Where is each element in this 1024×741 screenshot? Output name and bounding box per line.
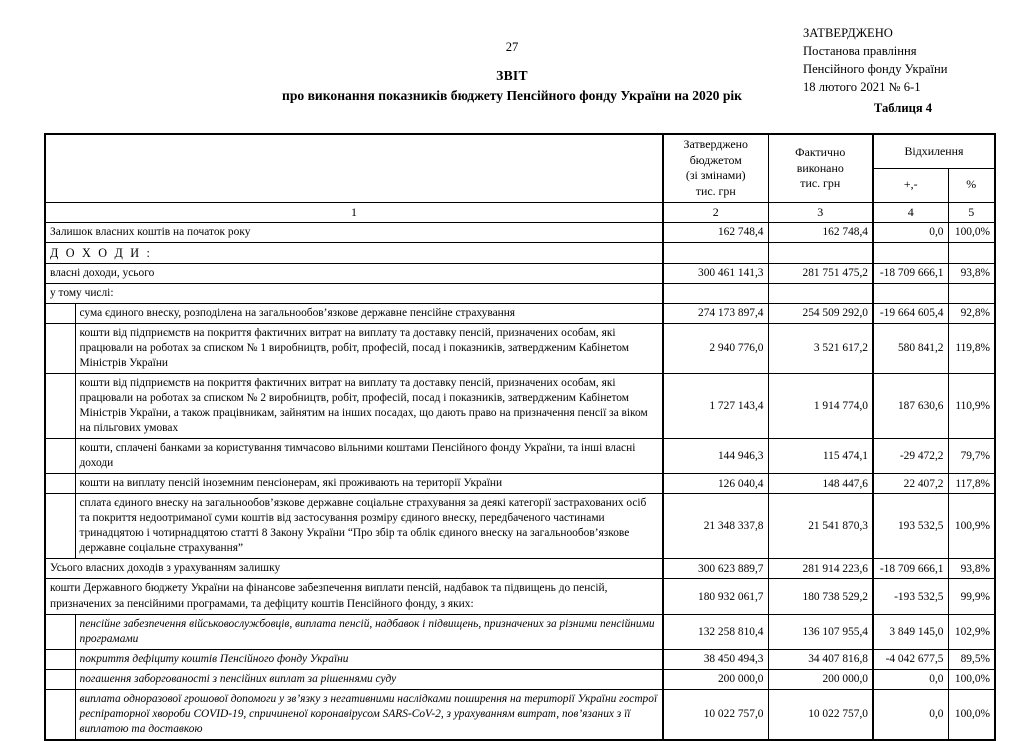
cell-deviation-abs: 22 407,2 bbox=[873, 474, 948, 494]
table-row bbox=[45, 303, 995, 323]
table-row bbox=[45, 649, 995, 669]
table-row bbox=[45, 283, 995, 303]
cell-approved-budget: 200 000,0 bbox=[663, 669, 768, 689]
row-indent-cell bbox=[45, 439, 75, 474]
table-row bbox=[45, 579, 995, 614]
header-actual-line2: виконано bbox=[796, 160, 844, 175]
cell-deviation-pct: 100,0% bbox=[948, 669, 995, 689]
cell-approved-budget: 2 940 776,0 bbox=[663, 323, 768, 373]
header-approved-budget bbox=[663, 134, 768, 202]
row-indent-cell bbox=[45, 303, 75, 323]
cell-approved-budget: 126 040,4 bbox=[663, 474, 768, 494]
cell-approved-budget: 300 461 141,3 bbox=[663, 263, 768, 283]
row-indent-cell bbox=[45, 614, 75, 649]
cell-approved-budget: 38 450 494,3 bbox=[663, 649, 768, 669]
table-header-row bbox=[45, 134, 995, 168]
approval-line-1: ЗАТВЕРДЖЕНО bbox=[803, 26, 893, 40]
table-row bbox=[45, 439, 995, 474]
table-column-number-row bbox=[45, 202, 995, 222]
row-indent-cell bbox=[45, 494, 75, 559]
row-label: Усього власних доходів з урахуванням залишку bbox=[45, 559, 663, 579]
cell-deviation-abs bbox=[873, 242, 948, 263]
cell-actual-executed: 115 474,1 bbox=[768, 439, 873, 474]
colnum-2: 2 bbox=[663, 202, 768, 222]
cell-actual-executed: 200 000,0 bbox=[768, 669, 873, 689]
header-approved-line3: (зі змінами) bbox=[685, 168, 746, 183]
cell-deviation-abs: 0,0 bbox=[873, 689, 948, 740]
cell-deviation-abs: 187 630,6 bbox=[873, 373, 948, 438]
header-approved-line2: бюджетом bbox=[689, 152, 742, 167]
row-indent-cell bbox=[45, 474, 75, 494]
cell-deviation-abs: 0,0 bbox=[873, 222, 948, 242]
row-label: сума єдиного внеску, розподілена на загальнообов’язкове державне пенсійне страхування bbox=[75, 303, 663, 323]
cell-approved-budget: 180 932 061,7 bbox=[663, 579, 768, 614]
cell-deviation-pct: 102,9% bbox=[948, 614, 995, 649]
header-deviation-abs: +,- bbox=[873, 168, 948, 202]
cell-approved-budget bbox=[663, 242, 768, 263]
header-deviation: Відхилення bbox=[873, 134, 995, 168]
colnum-4: 4 bbox=[873, 202, 948, 222]
row-label: у тому числі: bbox=[45, 283, 663, 303]
table-number-label: Таблиця 4 bbox=[873, 101, 933, 115]
cell-deviation-pct: 100,0% bbox=[948, 689, 995, 740]
header-approved-line4: тис. грн bbox=[695, 183, 736, 198]
table-head bbox=[45, 134, 995, 222]
cell-actual-executed: 180 738 529,2 bbox=[768, 579, 873, 614]
cell-actual-executed: 136 107 955,4 bbox=[768, 614, 873, 649]
table-row bbox=[45, 614, 995, 649]
cell-deviation-pct bbox=[948, 283, 995, 303]
cell-deviation-abs: -19 664 605,4 bbox=[873, 303, 948, 323]
cell-approved-budget: 10 022 757,0 bbox=[663, 689, 768, 740]
cell-approved-budget: 132 258 810,4 bbox=[663, 614, 768, 649]
cell-actual-executed bbox=[768, 283, 873, 303]
cell-deviation-pct: 117,8% bbox=[948, 474, 995, 494]
cell-deviation-pct: 100,0% bbox=[948, 222, 995, 242]
cell-approved-budget: 144 946,3 bbox=[663, 439, 768, 474]
cell-deviation-abs bbox=[873, 283, 948, 303]
cell-actual-executed: 3 521 617,2 bbox=[768, 323, 873, 373]
cell-actual-executed: 281 914 223,6 bbox=[768, 559, 873, 579]
row-indent-cell bbox=[45, 669, 75, 689]
table-row bbox=[45, 669, 995, 689]
colnum-5: 5 bbox=[948, 202, 995, 222]
document-title-subtitle: про виконання показників бюджету Пенсійного фонду України на 2020 рік bbox=[282, 88, 742, 104]
page-title bbox=[0, 66, 1024, 107]
table-row bbox=[45, 263, 995, 283]
row-label: кошти Державного бюджету України на фінансове забезпечення виплати пенсій, надбавок та підвищень до пенсій, призначених за пенсійними програмами, та дефіциту коштів Пенсійного фонду, з яких: bbox=[45, 579, 663, 614]
cell-actual-executed bbox=[768, 242, 873, 263]
table-body bbox=[45, 222, 995, 740]
header-deviation-pct: % bbox=[948, 168, 995, 202]
row-label: кошти на виплату пенсій іноземним пенсіонерам, які проживають на території України bbox=[75, 474, 663, 494]
approval-line-2: Постанова правління bbox=[803, 44, 917, 59]
row-indent-cell bbox=[45, 373, 75, 438]
cell-deviation-abs: -4 042 677,5 bbox=[873, 649, 948, 669]
header-actual-line3: тис. грн bbox=[800, 175, 841, 190]
row-indent-cell bbox=[45, 689, 75, 740]
report-table-container bbox=[44, 133, 994, 741]
cell-actual-executed: 1 914 774,0 bbox=[768, 373, 873, 438]
row-label: власні доходи, усього bbox=[45, 263, 663, 283]
row-label: кошти від підприємств на покриття фактичних витрат на виплату та доставку пенсій, призначених особам, які працювали на роботах за списком № 2 виробництв, робіт, професій, посад і показників, затвердженим Кабінетом Міністрів України, а також працівникам, зайнятим на інших посадах, що дають право на призначення пенсії за віком на пільгових умовах bbox=[75, 373, 663, 438]
row-label: виплата одноразової грошової допомоги у зв’язку з негативними наслідками поширення на території України гострої респіраторної хвороби COVID-19, спричиненої коронавірусом SARS-CoV-2, з урахуванням витрат, пов’язаних з її виплатою та доставкою bbox=[75, 689, 663, 740]
row-label: погашення заборгованості з пенсійних виплат за рішеннями суду bbox=[75, 669, 663, 689]
cell-approved-budget: 1 727 143,4 bbox=[663, 373, 768, 438]
cell-approved-budget: 21 348 337,8 bbox=[663, 494, 768, 559]
cell-approved-budget: 300 623 889,7 bbox=[663, 559, 768, 579]
document-title-main: ЗВІТ bbox=[496, 68, 528, 83]
table-row bbox=[45, 474, 995, 494]
cell-actual-executed: 21 541 870,3 bbox=[768, 494, 873, 559]
table-row bbox=[45, 559, 995, 579]
table-row bbox=[45, 373, 995, 438]
cell-deviation-pct bbox=[948, 242, 995, 263]
cell-deviation-abs: 193 532,5 bbox=[873, 494, 948, 559]
row-indent-cell bbox=[45, 649, 75, 669]
cell-deviation-pct: 92,8% bbox=[948, 303, 995, 323]
cell-deviation-abs: -18 709 666,1 bbox=[873, 263, 948, 283]
cell-actual-executed: 281 751 475,2 bbox=[768, 263, 873, 283]
header-approved-line1: Затверджено bbox=[683, 137, 748, 152]
row-label: кошти, сплачені банками за користування тимчасово вільними коштами Пенсійного фонду України, та інші власні доходи bbox=[75, 439, 663, 474]
table-row bbox=[45, 242, 995, 263]
row-label: сплата єдиного внеску на загальнообов’язкове державне соціальне страхування за деякі категорії застрахованих осіб та покриття недоотриманої суми коштів від застосування розміру єдиного внеску, передбаченого частинами тринадцятою і чотирнадцятою статті 8 Закону України “Про збір та облік єдиного внеску на загальнообов’язкове державне соціальне страхування” bbox=[75, 494, 663, 559]
page-number: 27 bbox=[505, 40, 519, 54]
row-indent-cell bbox=[45, 323, 75, 373]
row-label: Залишок власних коштів на початок року bbox=[45, 222, 663, 242]
header-col1 bbox=[45, 134, 663, 202]
cell-deviation-abs: 3 849 145,0 bbox=[873, 614, 948, 649]
cell-actual-executed: 162 748,4 bbox=[768, 222, 873, 242]
cell-deviation-pct: 110,9% bbox=[948, 373, 995, 438]
cell-deviation-pct: 93,8% bbox=[948, 263, 995, 283]
cell-deviation-pct: 100,9% bbox=[948, 494, 995, 559]
cell-actual-executed: 148 447,6 bbox=[768, 474, 873, 494]
row-label: Д О Х О Д И : bbox=[45, 242, 663, 263]
table-row bbox=[45, 689, 995, 740]
cell-deviation-pct: 79,7% bbox=[948, 439, 995, 474]
row-label: пенсійне забезпечення військовослужбовців, виплата пенсій, надбавок і підвищень, призначених за різними пенсійними програмами bbox=[75, 614, 663, 649]
cell-approved-budget: 274 173 897,4 bbox=[663, 303, 768, 323]
cell-deviation-pct: 89,5% bbox=[948, 649, 995, 669]
cell-deviation-abs: -18 709 666,1 bbox=[873, 559, 948, 579]
table-row bbox=[45, 323, 995, 373]
cell-deviation-pct: 119,8% bbox=[948, 323, 995, 373]
cell-deviation-abs: -29 472,2 bbox=[873, 439, 948, 474]
table-row bbox=[45, 222, 995, 242]
table-row bbox=[45, 494, 995, 559]
cell-approved-budget: 162 748,4 bbox=[663, 222, 768, 242]
approval-line-4: 18 лютого 2021 № 6-1 bbox=[803, 80, 921, 95]
cell-deviation-pct: 93,8% bbox=[948, 559, 995, 579]
cell-deviation-abs: -193 532,5 bbox=[873, 579, 948, 614]
colnum-1: 1 bbox=[45, 202, 663, 222]
cell-actual-executed: 254 509 292,0 bbox=[768, 303, 873, 323]
cell-actual-executed: 10 022 757,0 bbox=[768, 689, 873, 740]
cell-actual-executed: 34 407 816,8 bbox=[768, 649, 873, 669]
header-actual-line1: Фактично bbox=[795, 145, 846, 160]
cell-deviation-pct: 99,9% bbox=[948, 579, 995, 614]
approval-line-3: Пенсійного фонду України bbox=[803, 62, 948, 77]
cell-approved-budget bbox=[663, 283, 768, 303]
colnum-3: 3 bbox=[768, 202, 873, 222]
header-actual-executed bbox=[768, 134, 873, 202]
budget-report-table bbox=[44, 133, 996, 741]
cell-deviation-abs: 580 841,2 bbox=[873, 323, 948, 373]
row-label: кошти від підприємств на покриття фактичних витрат на виплату та доставку пенсій, призначених особам, які працювали на роботах за списком № 1 виробництв, робіт, професій, посад і показників, затвердженим Кабінетом Міністрів України bbox=[75, 323, 663, 373]
cell-deviation-abs: 0,0 bbox=[873, 669, 948, 689]
row-label: покриття дефіциту коштів Пенсійного фонду України bbox=[75, 649, 663, 669]
